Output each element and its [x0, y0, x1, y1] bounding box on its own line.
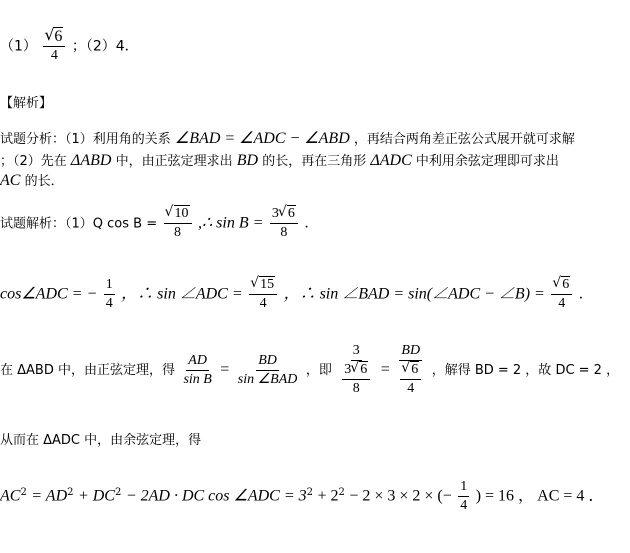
sup-5: 2	[338, 486, 345, 498]
solution-1-lead: 试题解析：（1）Q cos B =	[0, 216, 158, 232]
law-cos-dc: + DC	[77, 487, 115, 505]
analysis-formula-a2: ∠BAD = ∠ADC − ∠ABD	[174, 130, 350, 147]
answer-numerator: 6	[54, 28, 63, 45]
analysis-formula-b4: BD	[236, 152, 259, 169]
analysis-formula-b2: ΔABD	[70, 152, 112, 169]
sin-bad-numerator: 6	[562, 277, 570, 292]
sin-b-fraction	[270, 205, 298, 242]
sin-b-denominator: 8	[280, 225, 288, 240]
answer-denominator: 4	[50, 48, 58, 63]
sin-bad-text: ，∴ sin ∠BAD = sin(∠ADC − ∠B) =	[283, 285, 545, 303]
law-left-numerator: AD	[186, 352, 209, 371]
solution-line-2	[0, 276, 593, 313]
answer-fraction	[43, 28, 65, 65]
solution-3-result: ，解得 BD = 2 ，故 DC = 2 ，	[431, 363, 620, 378]
sup-2: 2	[67, 486, 74, 498]
sup-3: 2	[114, 486, 122, 498]
solution-line-4: 从而在 ΔADC 中，由余弦定理，得	[0, 433, 202, 448]
law-cos-result: ) = 16 ， AC = 4 ．	[475, 487, 605, 505]
analysis-text-b3: 中，由正弦定理求出	[115, 154, 233, 169]
sin-adc-numerator: 15	[260, 277, 275, 292]
compound-right-numerator: BD	[399, 342, 422, 361]
cos-adc-denominator: 4	[105, 296, 113, 311]
sin-adc-denominator: 4	[259, 296, 267, 311]
sup-1: 2	[20, 486, 27, 498]
law-right-denominator: sin ∠BAD	[237, 371, 298, 387]
law-cos-fraction	[458, 478, 469, 515]
compound-right-inner	[400, 361, 421, 398]
law-left-denominator: sin B	[183, 371, 212, 387]
sin-b-coef: 3	[271, 206, 279, 221]
analysis-line-1	[0, 128, 575, 148]
analysis-heading: 【解析】	[0, 96, 53, 111]
law-equals: =	[220, 361, 230, 378]
analysis-text-a1: 试题分析：（1）利用角的关系	[0, 132, 171, 147]
cos-adc-numerator: 1	[104, 276, 115, 295]
answer-part-2: ；（2）4．	[71, 38, 139, 55]
law-cos-denominator: 4	[460, 498, 468, 513]
inner-right-root: 6	[411, 362, 419, 377]
analysis-text-b7: 中利用余弦定理即可求出	[415, 154, 559, 169]
inner-left-denominator: 8	[352, 381, 360, 396]
solution-line-5	[0, 478, 604, 515]
solution-3-ji: ，即	[305, 363, 332, 378]
law-right-numerator: BD	[256, 352, 279, 371]
inner-right-denominator: 4	[407, 381, 415, 396]
analysis-text-a3: ，再结合两角差正弦公式展开就可求解	[353, 132, 575, 147]
solution-2-end: ．	[578, 286, 593, 303]
cos-b-fraction	[164, 205, 192, 242]
cos-b-denominator: 8	[174, 225, 182, 240]
analysis-line-3	[0, 170, 64, 190]
solution-1-mid: ,∴ sin B =	[198, 214, 264, 232]
cos-adc-text: cos∠ADC = −	[0, 285, 98, 303]
inner-left-root: 6	[360, 362, 368, 377]
law-cos-product: − 2AD · DC cos ∠ADC = 3	[125, 487, 307, 505]
sin-bad-fraction	[551, 276, 572, 313]
analysis-line-2	[0, 150, 559, 170]
law-cos-two: + 2	[317, 487, 339, 505]
compound-left-inner	[342, 361, 370, 398]
law-cos-times: − 2 × 3 × 2 × (−	[349, 487, 452, 505]
cos-adc-fraction	[104, 276, 115, 313]
inner-left-coef: 3	[344, 362, 352, 377]
compound-fraction-left	[338, 342, 374, 398]
analysis-text-b5: 的长，再在三角形	[262, 154, 367, 169]
law-cos-ad: = AD	[31, 487, 68, 505]
solution-line-1	[0, 205, 318, 242]
cos-b-numerator: 10	[174, 206, 189, 221]
law-of-sines-right	[236, 352, 300, 389]
solution-line-3: 在 ΔABD 中，由正弦定理，得 $\frac{AD}{\text{sin B}}$ = $\frac{BD}{\text{sin ∠BAD}}$ ，即 $\frac{3}{\frac{3√ 6}{8}}$ = BD √ $\frac{6}{4}$ ，解得 BD = 2 ，故 DC = 2 ，	[0, 342, 619, 398]
sin-adc-text: ，∴ sin ∠ADC =	[121, 285, 243, 303]
solution-3-lead: 在 ΔABD 中，由正弦定理，得	[0, 363, 175, 378]
sin-bad-denominator: 4	[558, 296, 566, 311]
sin-adc-fraction	[249, 276, 277, 313]
analysis-formula-c1: AC	[0, 172, 21, 189]
analysis-formula-b6: ΔADC	[370, 152, 412, 169]
compound-fraction-right	[396, 342, 425, 398]
law-of-sines-left	[181, 352, 213, 389]
law-cos-ac: AC	[0, 487, 21, 505]
sup-4: 2	[306, 486, 314, 498]
sin-b-numerator: 6	[287, 206, 295, 221]
law-cos-numerator: 1	[458, 478, 469, 497]
answer-part-1: （1）	[0, 38, 37, 55]
analysis-text-c2: 的长．	[24, 174, 64, 189]
compound-left-numerator: 3	[351, 342, 362, 361]
answer-line	[0, 28, 139, 65]
analysis-text-b1: ；（2）先在	[0, 154, 67, 169]
solution-1-end: ．	[304, 215, 319, 232]
